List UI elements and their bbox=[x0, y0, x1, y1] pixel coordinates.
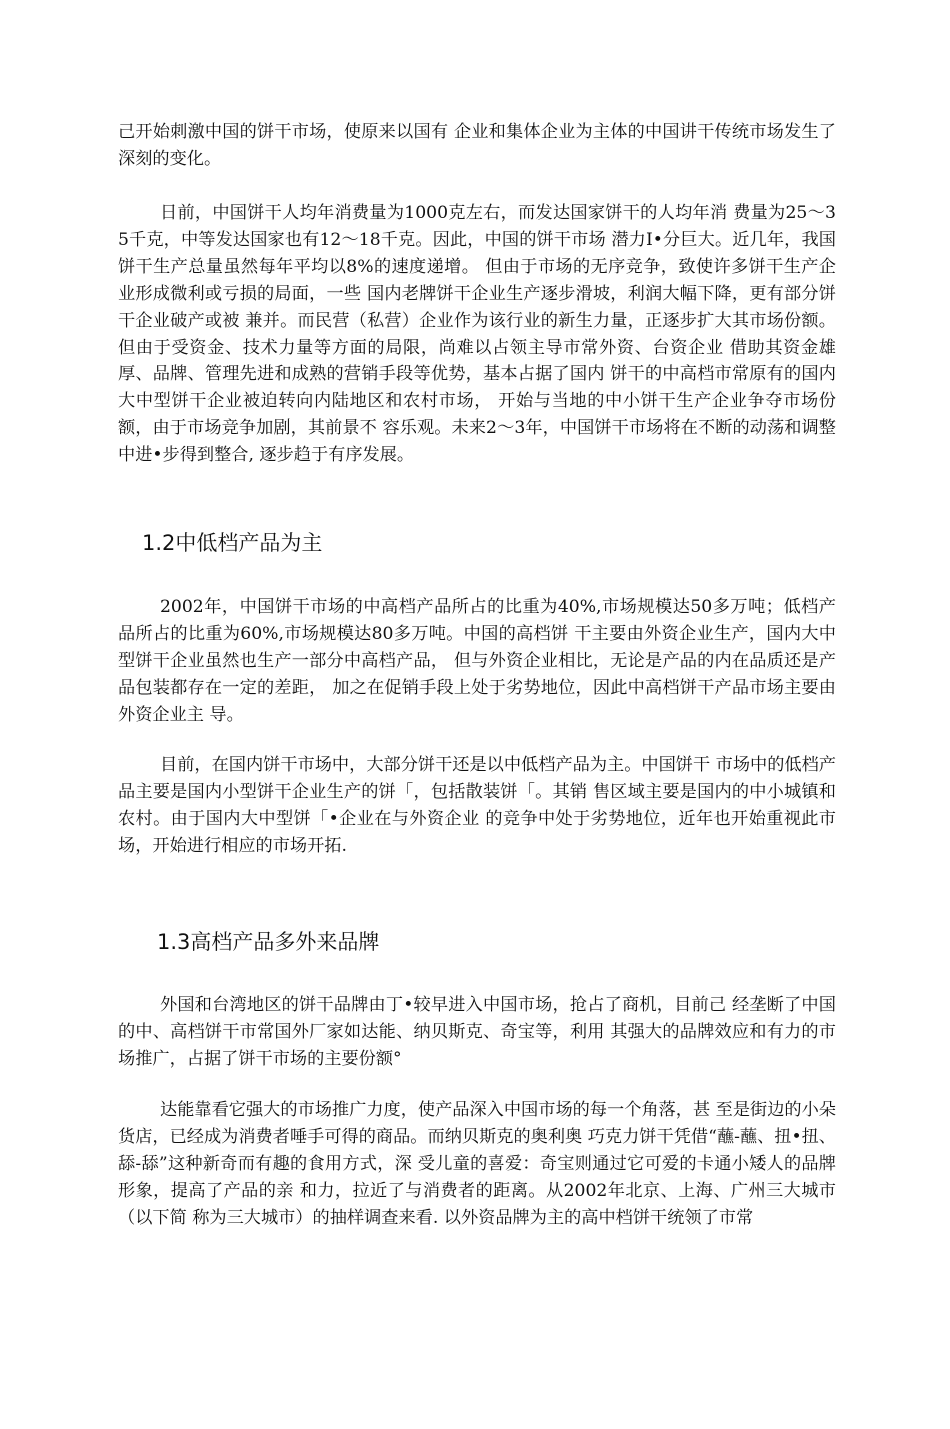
paragraph-consumption: 日前，中国饼干人均年消费量为1000克左右，而发达国家饼干的人均年消 费量为25〜35千克，中等发达国家也有12〜18千克。因此，中国的饼干市场 潜力I•分巨大。近几年，我国饼干生产总量虽然每年平均以8%的速度递增。 但由于市场的无序竞争，致使许多饼干生产企业形成微利或亏损的局面，一些 国内老牌饼干企业生产逐步滑坡，利润大幅下降，更有部分饼干企业破产或被 兼并。而民营（私营）企业作为该行业的新生力量，正逐步扩大其市场份额。 但由于受资金、技术力量等方面的局限，尚难以占领主导市常外资、台资企业 借助其资金雄厚、品牌、管理先进和成熟的营销手段等优势，基本占据了国内 饼干的中高档市常原有的国内大中型饼干企业被迫转向内陆地区和农村市场， 开始与当地的中小饼干生产企业争夺市场份额，由于市场竞争加剧，其前景不 容乐观。未来2〜3年，中国饼干市场将在不断的动荡和调整中进•步得到整合, 逐步趋于有序发展。 bbox=[118, 203, 836, 466]
paragraph-brand-promotion: 达能靠看它强大的市场推广力度，使产品深入中国市场的每一个角落，甚 至是街边的小朵货店，已经成为消费者唾手可得的商品。而纳贝斯克的奥利奥 巧克力饼干凭借“蘸-蘸、扭•扭、舔-舔”这种新奇而有趣的食用方式，深 受儿童的喜爱：奇宝则通过它可爱的卡通小矮人的品牌形象，提高了产品的亲 和力，拉近了与消费者的距离。从2002年北京、上海、广州三大城市（以下简 称为三大城市）的抽样调查来看. 以外资品牌为主的高中档饼干统领了市常 bbox=[118, 1100, 836, 1228]
paragraph-foreign-brands: 外国和台湾地区的饼干品牌由丁•较早进入中国市场，抢占了商机，目前己 经垄断了中国的中、高档饼干市常国外厂家如达能、纳贝斯克、奇宝等，利用 其强大的品牌效应和有力的市场推广，占据了饼干市场的主要份额° bbox=[118, 995, 836, 1069]
paragraph-market-change: 己开始刺激中国的饼干市场，使原来以国有 企业和集体企业为主体的中国讲干传统市场发生了深刻的变化。 bbox=[118, 122, 836, 169]
section-heading-1-3: 1.3高档产品多外来品牌 bbox=[157, 930, 380, 954]
paragraph-low-end-market: 目前，在国内饼干市场中，大部分饼干还是以中低档产品为主。中国饼干 市场中的低档产品主要是国内小型饼干企业生产的饼「，包括散装饼「。其销 售区域主要是国内的中小城镇和农村。由于国内大中型饼「•企业在与外资企业 的竞争中处于劣势地位，近年也开始重视此市场，开始进行相应的市场开拓. bbox=[118, 755, 836, 856]
paragraph-product-share: 2002年，中国饼干市场的中高档产品所占的比重为40%,市场规模达50多万吨；低档产品所占的比重为60%,市场规模达80多万吨。中国的高档饼 干主要由外资企业生产，国内大中型饼干企业虽然也生产一部分中高档产品， 但与外资企业相比，无论是产品的内在品质还是产品包装都存在一定的差距， 加之在促销手段上处于劣势地位，因此中高档饼干产品市场主要由外资企业主 导。 bbox=[118, 597, 836, 725]
section-heading-1-2: 1.2中低档产品为主 bbox=[142, 531, 323, 555]
